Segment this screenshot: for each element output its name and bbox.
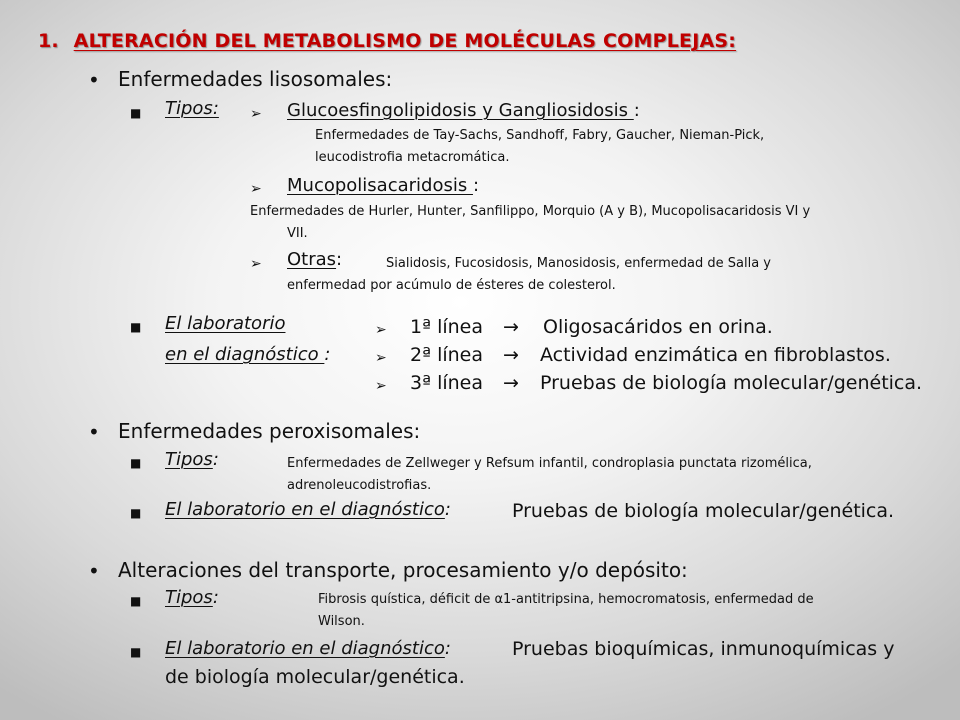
types-detail: Fibrosis quística, déficit de α1-antitripsina, hemocromatosis, enfermedad de (318, 592, 814, 607)
lab-label-line2: en el diagnóstico : (165, 344, 331, 365)
bullet-icon: • (88, 559, 100, 583)
square-bullet-icon: ■ (130, 594, 142, 608)
transporte-lab-label: El laboratorio en el diagnóstico: (165, 638, 451, 659)
arrow-icon: ➢ (375, 378, 387, 394)
arrow-icon: ➢ (375, 322, 387, 338)
peroxisomales-lab-text: Pruebas de biología molecular/genética. (512, 500, 895, 522)
title-text: ALTERACIÓN DEL METABOLISMO DE MOLÉCULAS COMPLEJAS: (73, 30, 737, 52)
arrow-icon: ➢ (250, 181, 262, 197)
square-bullet-icon: ■ (130, 645, 142, 659)
arrow-icon: ➢ (250, 256, 262, 272)
arrow-icon: ➢ (250, 106, 262, 122)
type-name: Otras: (287, 249, 343, 270)
square-bullet-icon: ■ (130, 506, 142, 520)
lab-step-desc: Pruebas de biología molecular/genética. (540, 372, 923, 394)
type-detail: VII. (287, 226, 308, 241)
type-detail: Enfermedades de Tay-Sachs, Sandhoff, Fabry, Gaucher, Nieman-Pick, (315, 128, 765, 143)
lab-step-line: 2ª línea (410, 344, 484, 366)
types-detail: Wilson. (318, 614, 365, 629)
right-arrow-icon: → (503, 344, 519, 366)
right-arrow-icon: → (503, 372, 519, 394)
lab-step-desc: Actividad enzimática en fibroblastos. (540, 344, 891, 366)
types-detail: adrenoleucodistrofias. (287, 478, 432, 493)
square-bullet-icon: ■ (130, 106, 142, 120)
peroxisomales-tipos-label: Tipos: (165, 449, 219, 470)
type-detail: Sialidosis, Fucosidosis, Manosidosis, enfermedad de Salla y (386, 256, 771, 271)
lab-step-line: 1ª línea (410, 316, 484, 338)
peroxisomales-heading: Enfermedades peroxisomales: (118, 419, 421, 443)
transporte-lab-text: Pruebas bioquímicas, inmunoquímicas y (512, 638, 895, 660)
bullet-icon: • (88, 420, 100, 444)
type-detail: Enfermedades de Hurler, Hunter, Sanfilippo, Morquio (A y B), Mucopolisacaridosis VI y (250, 204, 811, 219)
square-bullet-icon: ■ (130, 320, 142, 334)
type-name: Mucopolisacaridosis : (287, 175, 480, 196)
peroxisomales-lab-label: El laboratorio en el diagnóstico: (165, 499, 451, 520)
lab-step-desc: Oligosacáridos en orina. (543, 316, 773, 338)
type-detail: enfermedad por acúmulo de ésteres de colesterol. (287, 278, 616, 293)
types-detail: Enfermedades de Zellweger y Refsum infantil, condroplasia punctata rizomélica, (287, 456, 812, 471)
transporte-lab-text-cont: de biología molecular/genética. (165, 666, 465, 688)
transporte-tipos-label: Tipos: (165, 587, 219, 608)
arrow-icon: ➢ (375, 350, 387, 366)
title-number: 1. (38, 30, 59, 52)
lab-step-line: 3ª línea (410, 372, 484, 394)
right-arrow-icon: → (503, 316, 519, 338)
lab-label-line1: El laboratorio (165, 313, 286, 334)
transporte-heading: Alteraciones del transporte, procesamiento y/o depósito: (118, 558, 688, 582)
bullet-icon: • (88, 68, 100, 92)
type-detail: leucodistrofia metacromática. (315, 150, 510, 165)
slide-title (38, 30, 736, 52)
lisosomales-tipos-label: Tipos: (165, 98, 219, 119)
lisosomales-heading: Enfermedades lisosomales: (118, 67, 393, 91)
type-name: Glucoesfingolipidosis y Gangliosidosis : (287, 100, 640, 121)
square-bullet-icon: ■ (130, 456, 142, 470)
